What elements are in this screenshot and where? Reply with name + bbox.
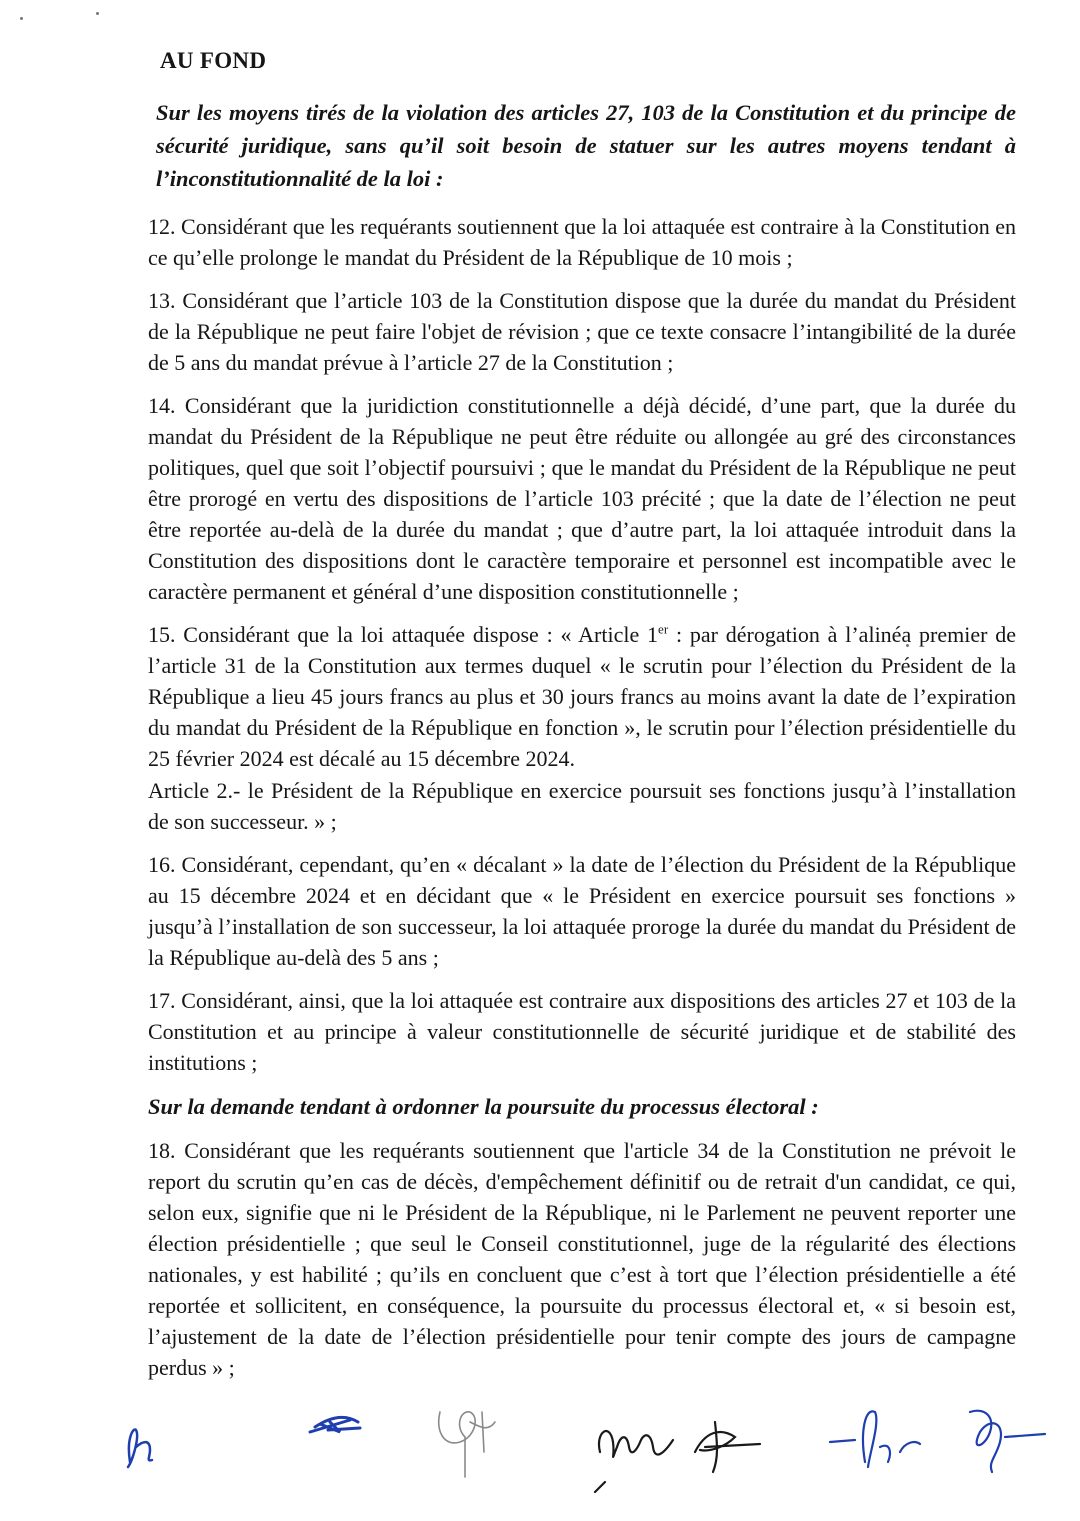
signature-3 (420, 1392, 520, 1492)
paragraph-16: 16. Considérant, cependant, qu’en « décalant » la date de l’élection du Président de la République au 15 décembre 2024 et en décidant que « le Président en exercice poursuit ses fonctions » jusqu’à l’installation de son successeur, la loi attaquée proroge la durée du mandat du Président de la République au-delà des 5 ans ; (148, 852, 1016, 970)
paragraph-17: 17. Considérant, ainsi, que la loi attaquée est contraire aux dispositions des articles 27 et 103 de la Constitution et au principe à valeur constitutionnelle de sécurité juridique et de stabilité des institutions ; (148, 988, 1016, 1075)
paragraph-15-text-a: 15. Considérant que la loi attaquée dispose : « Article 1 (148, 622, 659, 647)
paragraph-15-text-b: : par dérogation à l’alinéa premier de l’article 31 de la Constitution aux termes duquel « le scrutin pour l’élection du Président de la République a lieu 45 jours francs au plus et 30 jours francs au moins avant la date de l’expiration du mandat du Président de la République en fonction », le scrutin pour l’élection présidentielle du 25 février 2024 est décalé au 15 décembre 2024. (148, 622, 1016, 771)
paragraph-15 (148, 619, 1016, 837)
subheading-processus: Sur la demande tendant à ordonner la poursuite du processus électoral : (148, 1094, 819, 1119)
document-body (148, 48, 1016, 1395)
section-heading: AU FOND (160, 48, 267, 73)
paragraph-15-superscript: er (658, 621, 669, 637)
paragraph-18: 18. Considérant que les requérants soutiennent que l'article 34 de la Constitution ne prévoit le report du scrutin qu’en cas de décès, d'empêchement définitif ou de retrait d'un candidat, ce qui, selon eux, signifie que ni le Président de la République, ni le Parlement ne peuvent reporter une élection présidentielle ; que seul le Conseil constitutionnel, juge de la régularité des élections nationales, y est habilité ; qu’ils en concluent que c’est à tort que l’élection présidentielle a été reportée et sollicitent, en conséquence, la poursuite du processus électoral et, « si besoin est, l’ajustement de la date de l’élection présidentielle pour tenir compte des jours de campagne perdus » ; (148, 1138, 1016, 1380)
signatures-row (100, 1392, 1060, 1512)
subheading-moyens: Sur les moyens tirés de la violation des articles 27, 103 de la Constitution et du principe de sécurité juridique, sans qu’il soit besoin de statuer sur les autres moyens tendant à l’inconstitutionnalité de la loi : (156, 100, 1016, 191)
paragraph-13: 13. Considérant que l’article 103 de la Constitution dispose que la durée du mandat du Président de la République ne peut faire l'objet de révision ; que ce texte consacre l’intangibilité de la durée de 5 ans du mandat prévue à l’article 27 de la Constitution ; (148, 288, 1016, 375)
scan-speck (20, 17, 23, 20)
signature-5 (820, 1392, 1060, 1492)
paragraph-12: 12. Considérant que les requérants soutiennent que la loi attaquée est contraire à la Constitution en ce qu’elle prolonge le mandat du Président de la République de 10 mois ; (148, 214, 1016, 270)
scan-speck (96, 12, 99, 15)
paragraph-15-article-2: Article 2.- le Président de la République en exercice poursuit ses fonctions jusqu’à l’installation de son successeur. » ; (148, 778, 1016, 834)
signature-4 (585, 1392, 815, 1502)
paragraph-15-main (148, 619, 1016, 774)
signature-1 (100, 1392, 180, 1502)
signature-2 (290, 1392, 380, 1472)
paragraph-14: 14. Considérant que la juridiction constitutionnelle a déjà décidé, d’une part, que la durée du mandat du Président de la République ne peut être réduite ou allongée au gré des circonstances politiques, quel que soit l’objectif poursuivi ; que le mandat du Président de la République ne peut être prorogé en vertu des dispositions de l’article 103 précité ; que la date de l’élection ne peut être reportée au-delà de la durée du mandat ; que d’autre part, la loi attaquée introduit dans la Constitution des dispositions dont le caractère temporaire et personnel est incompatible avec le caractère permanent et général d’une disposition constitutionnelle ; (148, 393, 1016, 604)
